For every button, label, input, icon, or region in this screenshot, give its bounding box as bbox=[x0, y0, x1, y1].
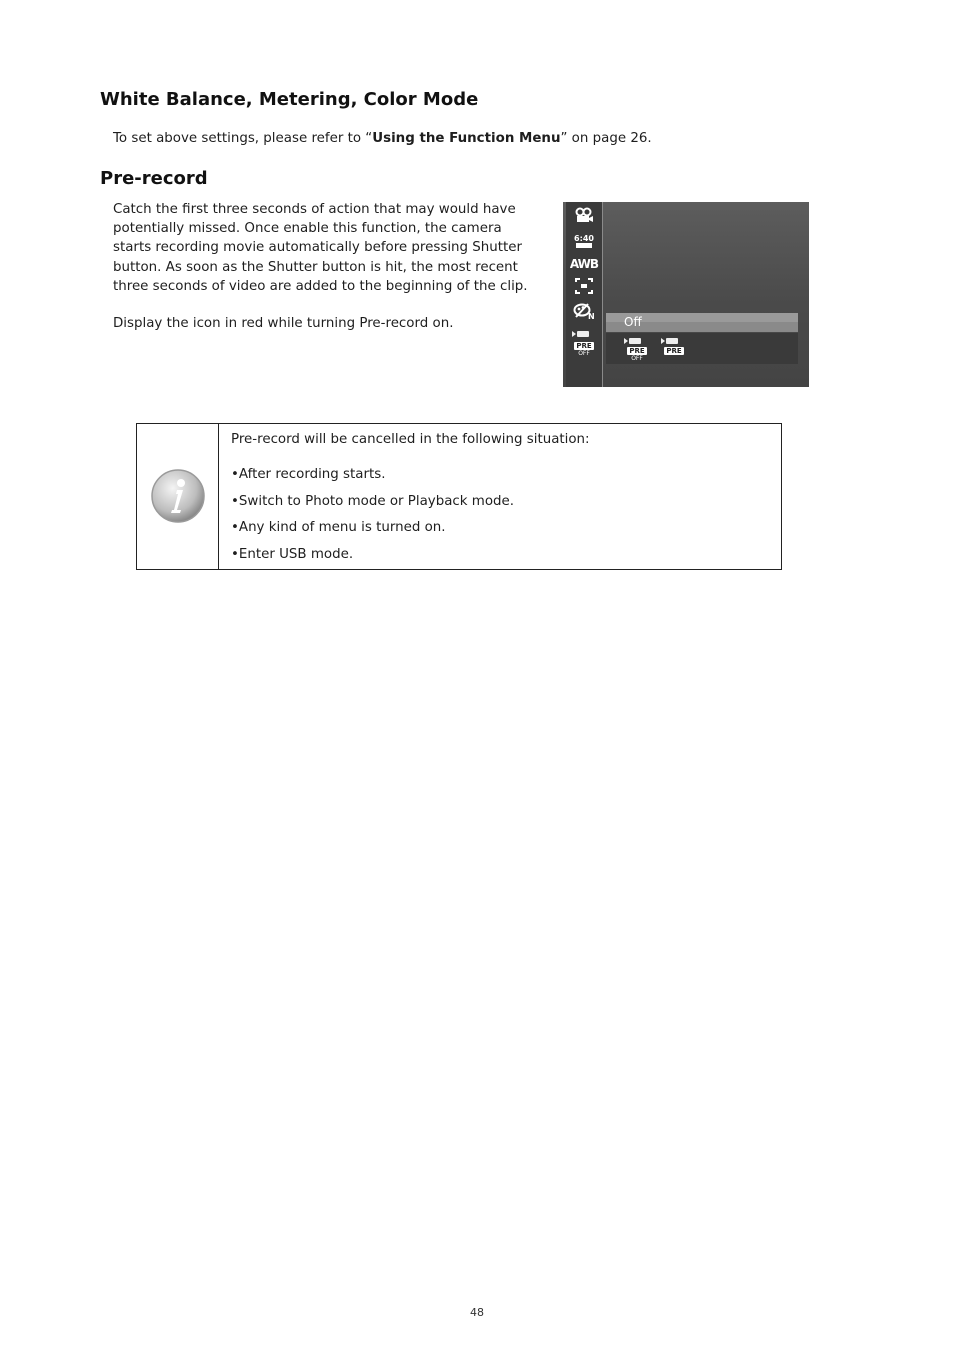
description-line: starts recording movie automatically before pressing Shutter bbox=[113, 240, 523, 256]
camera-menu-screenshot bbox=[563, 202, 809, 387]
description-line: Catch the first three seconds of action that may would have bbox=[113, 202, 516, 217]
item-text: Any kind of menu is turned on. bbox=[238, 520, 446, 535]
ref-text-pre: To set above settings, please refer to “ bbox=[113, 131, 373, 146]
note-list-item bbox=[231, 494, 514, 509]
bullet: • bbox=[231, 547, 239, 562]
pre-record-options bbox=[606, 333, 798, 364]
section-heading-white-balance: White Balance, Metering, Color Mode bbox=[100, 89, 479, 110]
pre-record-display-note: Display the icon in red while turning Pre-record on. bbox=[113, 316, 454, 331]
ref-link-text: Using the Function Menu bbox=[372, 131, 561, 146]
metering-icon bbox=[566, 278, 602, 298]
item-text: After recording starts. bbox=[238, 467, 386, 482]
option-tri bbox=[661, 338, 665, 344]
note-icon-cell bbox=[137, 424, 219, 569]
camera-menu-sidebar bbox=[566, 202, 603, 387]
item-text: Enter USB mode. bbox=[238, 547, 354, 562]
description-line: three seconds of video are added to the beginning of the clip. bbox=[113, 278, 528, 294]
option-pre-record-on[interactable] bbox=[659, 337, 689, 355]
function-menu-reference bbox=[113, 129, 652, 148]
bullet: • bbox=[231, 467, 239, 482]
note-intro: Pre-record will be cancelled in the following situation: bbox=[231, 432, 590, 447]
pre-record-off-icon bbox=[566, 329, 602, 358]
option-body bbox=[629, 338, 641, 344]
description-line: button. As soon as the Shutter button is hit, the most recent bbox=[113, 259, 518, 275]
selected-option-bar[interactable] bbox=[606, 313, 798, 332]
pre-record-body bbox=[577, 331, 589, 337]
pre-off-label: OFF bbox=[578, 350, 590, 357]
pre-record-description bbox=[113, 200, 528, 296]
selected-option-label: Off bbox=[624, 315, 642, 329]
bullet: • bbox=[231, 520, 239, 535]
note-list-item bbox=[231, 467, 385, 482]
movie-icon bbox=[566, 207, 602, 227]
color-mode-icon bbox=[566, 302, 602, 324]
option-pre-record-off[interactable] bbox=[622, 337, 652, 363]
item-text: Switch to Photo mode or Playback mode. bbox=[238, 494, 515, 509]
bullet: • bbox=[231, 494, 239, 509]
section-heading-pre-record: Pre-record bbox=[100, 168, 208, 189]
description-line: potentially missed. Once enable this function, the camera bbox=[113, 221, 502, 237]
pre-badge: PRE bbox=[576, 342, 592, 350]
note-list-item bbox=[231, 547, 353, 562]
movie-size-icon bbox=[566, 234, 602, 248]
movie-size-label: 6:40 bbox=[574, 234, 594, 243]
ref-text-post: ” on page 26. bbox=[560, 131, 652, 146]
color-mode-n-label: N bbox=[588, 312, 595, 321]
note-box bbox=[136, 423, 782, 570]
awb-icon: AWB bbox=[569, 257, 599, 271]
page-number: 48 bbox=[470, 1306, 484, 1319]
info-icon bbox=[150, 468, 206, 528]
option-pre-badge: PRE bbox=[629, 347, 645, 355]
pre-record-tri bbox=[572, 331, 576, 337]
option-pre-badge: PRE bbox=[666, 347, 682, 355]
option-tri bbox=[624, 338, 628, 344]
option-off-label: OFF bbox=[631, 355, 643, 362]
note-list-item bbox=[231, 520, 446, 535]
option-body bbox=[666, 338, 678, 344]
